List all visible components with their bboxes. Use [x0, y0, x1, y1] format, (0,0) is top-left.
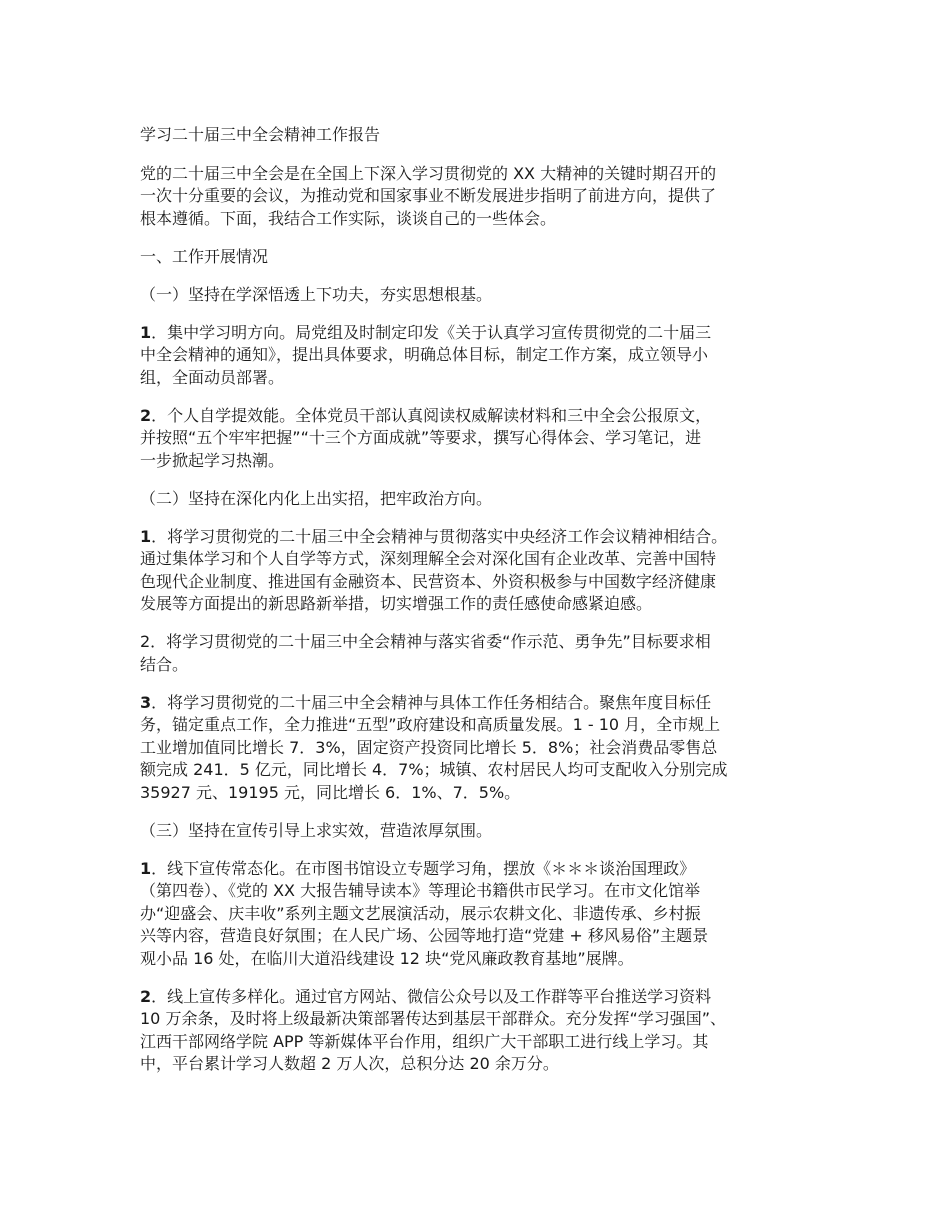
intro-line: 根本遵循。下面，我结合工作实际，谈谈自己的一些体会。	[140, 208, 557, 228]
paragraph-line: 35927 元、19195 元，同比增长 6．1%、7．5%。	[140, 782, 521, 802]
paragraph-line: 观小品 16 处，在临川大道沿线建设 12 块“党风廉政教育基地”展牌。	[140, 948, 634, 968]
document-page	[140, 124, 812, 1091]
item-number: 1	[140, 322, 152, 342]
paragraph-line: ．将学习贯彻党的二十届三中全会精神与贯彻落实中央经济工作会议精神相结合。	[151, 526, 728, 546]
intro-line: 一次十分重要的会议，为推动党和国家事业不断发展进步指明了前进方向，提供了	[140, 186, 717, 205]
paragraph-line: 工业增加值同比增长 7．3%，固定资产投资同比增长 5．8%；社会消费品零售总	[140, 737, 718, 757]
paragraph-line: 务，锚定重点工作，全力推进“五型”政府建设和高质量发展。1 - 10 月，全市规上	[140, 715, 721, 734]
paragraph-line: 组，全面动员部署。	[140, 367, 285, 387]
paragraph-1-1	[140, 322, 812, 390]
item-number: 1	[140, 858, 152, 878]
paragraph-line: 2．将学习贯彻党的二十届三中全会精神与落实省委“作示范、勇争先”目标要求相	[140, 632, 711, 651]
paragraph-line: 色现代企业制度、推进国有金融资本、民营资本、外资积极参与中国数字经济健康	[140, 571, 717, 591]
paragraph-line: 通过集体学习和个人自学等方式，深刻理解全会对深化国有企业改革、完善中国特	[140, 549, 717, 568]
item-number: 2	[140, 405, 152, 425]
paragraph-line: 江西干部网络学院 APP 等新媒体平台作用，组织广大干部职工进行线上学习。其	[140, 1031, 709, 1051]
document-title: 学习二十届三中全会精神工作报告	[140, 125, 381, 144]
subsection-heading-1: （一）坚持在学深悟透上下功夫，夯实思想根基。	[140, 284, 493, 304]
subsection-heading-3: （三）坚持在宣传引导上求实效，营造浓厚氛围。	[140, 820, 493, 840]
paragraph-line: 中，平台累计学习人数超 2 万人次，总积分达 20 余万分。	[140, 1054, 559, 1073]
paragraph-2-2	[140, 631, 812, 676]
paragraph-line: 发展等方面提出的新思路新举措，切实增强工作的责任感使命感紧迫感。	[140, 594, 653, 613]
paragraph-line: ．个人自学提效能。全体党员干部认真阅读权威解读材料和三中全会公报原文，	[151, 405, 712, 425]
intro-paragraph	[140, 163, 812, 231]
item-number: 1	[140, 526, 152, 546]
paragraph-3-2	[140, 986, 812, 1076]
paragraph-line: 并按照“五个牢牢把握”“十三个方面成就”等要求，撰写心得体会、学习笔记，进	[140, 428, 702, 447]
paragraph-1-2	[140, 405, 812, 473]
paragraph-line: ．集中学习明方向。局党组及时制定印发《关于认真学习宣传贯彻党的二十届三	[151, 322, 712, 342]
paragraph-line: （第四卷）、《党的 XX 大报告辅导读本》等理论书籍供市民学习。在市文化馆举	[140, 881, 701, 900]
paragraph-line: 一步掀起学习热潮。	[140, 450, 285, 470]
section-heading-1: 一、工作开展情况	[140, 246, 269, 266]
paragraph-line: 中全会精神的通知》，提出具体要求，明确总体目标，制定工作方案，成立领导小	[140, 345, 709, 364]
paragraph-3-1	[140, 858, 812, 971]
paragraph-line: 结合。	[140, 654, 189, 674]
paragraph-line: ．将学习贯彻党的二十届三中全会精神与具体工作任务相结合。聚焦年度目标任	[151, 692, 712, 712]
paragraph-line: 办“迎盛会、庆丰收”系列主题文艺展演活动，展示农耕文化、非遗传承、乡村振	[140, 903, 701, 923]
paragraph-2-1	[140, 526, 812, 616]
paragraph-2-3	[140, 692, 812, 805]
paragraph-line: 额完成 241．5 亿元，同比增长 4．7%；城镇、农村居民人均可支配收入分别完成	[140, 760, 728, 779]
paragraph-line: 兴等内容，营造良好氛围；在人民广场、公园等地打造“党建 + 移风易俗”主题景	[140, 926, 709, 945]
item-number: 3	[140, 692, 152, 712]
paragraph-line: ．线上宣传多样化。通过官方网站、微信公众号以及工作群等平台推送学习资料	[151, 986, 712, 1006]
paragraph-line: ．线下宣传常态化。在市图书馆设立专题学习角，摆放《＊＊＊谈治国理政》	[151, 858, 696, 878]
paragraph-line: 10 万余条，及时将上级最新决策部署传达到基层干部群众。充分发挥“学习强国”、	[140, 1009, 727, 1028]
item-number: 2	[140, 986, 152, 1006]
intro-line: 党的二十届三中全会是在全国上下深入学习贯彻党的 XX 大精神的关键时期召开的	[140, 163, 717, 183]
subsection-heading-2: （二）坚持在深化内化上出实招，把牢政治方向。	[140, 488, 493, 508]
